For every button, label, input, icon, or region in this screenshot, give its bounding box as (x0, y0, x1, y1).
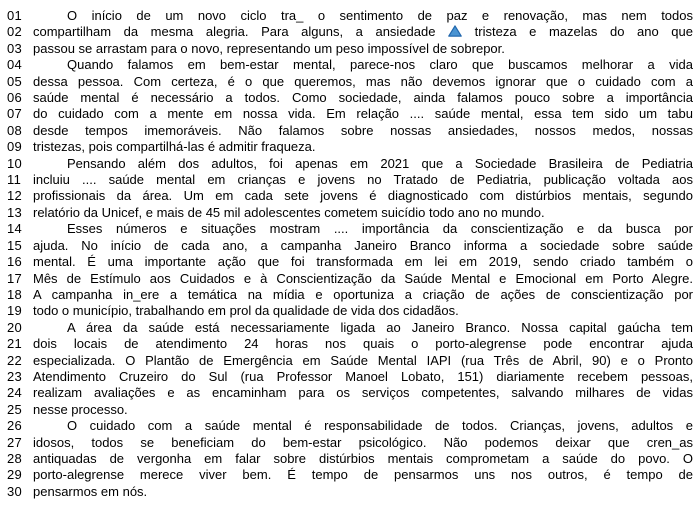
text-line (7, 484, 693, 500)
line-number: 29 (7, 467, 23, 483)
line-text: especializada. O Plantão de Emergência em Saúde Mental IAPI (rua Três de Abril, 90) e o Pronto (33, 352, 693, 368)
line-text: passou se arrastam para o novo, representando um peso impossível de sobrepor. (33, 40, 505, 56)
line-text: porto-alegrense merece viver bem. É tempo de pensarmos uns nos outros, é tempo de (33, 467, 693, 483)
text-line (7, 451, 693, 467)
text-line (7, 205, 693, 221)
text-line (7, 238, 693, 254)
line-text: O início de um novo ciclo tra_ o sentimento de paz e renovação, mas nem todos (67, 8, 693, 23)
line-text: do cuidado com a mente em nossa vida. Em relação .... saúde mental, essa tem sido um tabu (33, 106, 693, 122)
line-text: profissionais da área. Um em cada sete jovens é diagnosticado com distúrbios mentais, segundo (33, 188, 693, 204)
line-text: Mês de Estímulo aos Cuidados e à Conscientização da Saúde Mental e Emocional em Porto Alegre. (33, 270, 693, 286)
line-number: 19 (7, 303, 23, 319)
line-number: 05 (7, 73, 23, 89)
text-line (7, 57, 693, 73)
text-line (7, 254, 693, 270)
line-text: antiquadas de vergonha em falar sobre distúrbios mentais comprometam a saúde do povo. O (33, 450, 693, 466)
text-line (7, 320, 693, 336)
line-number: 14 (7, 221, 23, 237)
line-number: 03 (7, 40, 23, 56)
line-number: 07 (7, 106, 23, 122)
line-text: dois locais de atendimento 24 horas nos quais o porto-alegrense pode encontrar ajuda (33, 336, 693, 352)
line-number: 23 (7, 368, 23, 384)
line-text: realizam avaliações e as encaminham para os serviços competentes, salvando milhares de vidas (33, 385, 693, 401)
text-line (7, 271, 693, 287)
text-line (7, 303, 693, 319)
line-text: mental. É uma importante ação que foi transformada em lei em 2019, sendo criado também o (33, 254, 693, 270)
text-line (7, 467, 693, 483)
line-text: idosos, todos se beneficiam do bem-estar psicológico. Não podemos deixar que cren_as (33, 434, 693, 450)
text-line (7, 172, 693, 188)
line-number: 21 (7, 336, 23, 352)
line-number: 15 (7, 237, 23, 253)
line-number: 16 (7, 254, 23, 270)
line-number: 10 (7, 155, 23, 171)
line-number: 09 (7, 139, 23, 155)
text-line (7, 106, 693, 122)
text-line (7, 123, 693, 139)
text-line (7, 188, 693, 204)
line-text: desde tempos imemoráveis. Não falamos sobre nossas ansiedades, nossos medos, nossas (33, 122, 693, 138)
line-number: 12 (7, 188, 23, 204)
line-text: incluiu .... saúde mental em crianças e jovens no Tratado de Pediatria, publicação voltada aos (33, 172, 693, 188)
line-text: dessa pessoa. Com certeza, é o que queremos, mas não devemos ignorar que o cuidado com a (33, 73, 693, 89)
line-number: 28 (7, 450, 23, 466)
line-text: tristezas, pois compartilhá-las é admitir fraqueza. (33, 139, 316, 155)
line-number: 22 (7, 352, 23, 368)
text-line (7, 435, 693, 451)
text-line (7, 369, 693, 385)
text-line (7, 24, 693, 40)
line-number: 25 (7, 401, 23, 417)
text-line (7, 74, 693, 90)
line-text: saúde mental é necessário a todos. Como sociedade, ainda falamos pouco sobre a importância (33, 90, 693, 106)
text-line (7, 402, 693, 418)
text-line (7, 156, 693, 172)
text-line (7, 221, 693, 237)
line-number: 27 (7, 434, 23, 450)
text-line (7, 8, 693, 24)
line-text: A área da saúde está necessariamente ligada ao Janeiro Branco. Nossa capital gaúcha tem (67, 319, 693, 335)
line-number: 17 (7, 270, 23, 286)
line-number: 18 (7, 286, 23, 302)
line-text: A campanha in_ere a temática na mídia e oportuniza a criação de ações de conscientização por (33, 286, 693, 302)
line-number: 02 (7, 24, 23, 40)
line-text: todo o município, trabalhando em prol da qualidade de vida dos cidadãos. (33, 303, 459, 319)
line-number: 30 (7, 483, 23, 499)
line-text: Atendimento Cruzeiro do Sul (rua Professor Manoel Lobato, 151) diariamente recebem pessoas, (33, 368, 693, 384)
text-line (7, 385, 693, 401)
line-text-after-marker: tristeza e mazelas do ano que (474, 24, 693, 40)
line-text (33, 24, 693, 40)
text-line (7, 287, 693, 303)
line-number: 04 (7, 57, 23, 73)
text-line (7, 41, 693, 57)
line-text: pensarmos em nós. (33, 483, 148, 499)
line-number: 08 (7, 122, 23, 138)
line-text: nesse processo. (33, 401, 128, 417)
line-number: 24 (7, 385, 23, 401)
text-line (7, 418, 693, 434)
text-line (7, 336, 693, 352)
line-text: relatório da Unicef, e mais de 45 mil adolescentes cometem suicídio todo ano no mundo. (33, 204, 545, 220)
line-text: O cuidado com a saúde mental é responsabilidade de todos. Crianças, jovens, adultos e (67, 418, 693, 434)
line-number: 20 (7, 319, 23, 335)
line-number: 06 (7, 90, 23, 106)
text-line (7, 90, 693, 106)
line-text: ajuda. No início de cada ano, a campanha Janeiro Branco informa a sociedade sobre saúde (33, 237, 693, 253)
text-line (7, 139, 693, 155)
line-number: 13 (7, 204, 23, 220)
line-text: Esses números e situações mostram .... importância da conscientização e da busca por (67, 221, 693, 237)
line-text-before-marker: compartilham da mesma alegria. Para alguns, a ansiedade (33, 24, 436, 40)
line-number: 01 (7, 8, 23, 23)
line-number: 11 (7, 172, 22, 188)
line-text: Quando falamos em bem-estar mental, parece-nos claro que buscamos melhorar a vida (67, 57, 693, 73)
line-text: Pensando além dos adultos, foi apenas em 2021 que a Sociedade Brasileira de Pediatria (67, 155, 693, 171)
blue-triangle-icon (448, 25, 462, 37)
line-number: 26 (7, 418, 23, 434)
text-line (7, 353, 693, 369)
